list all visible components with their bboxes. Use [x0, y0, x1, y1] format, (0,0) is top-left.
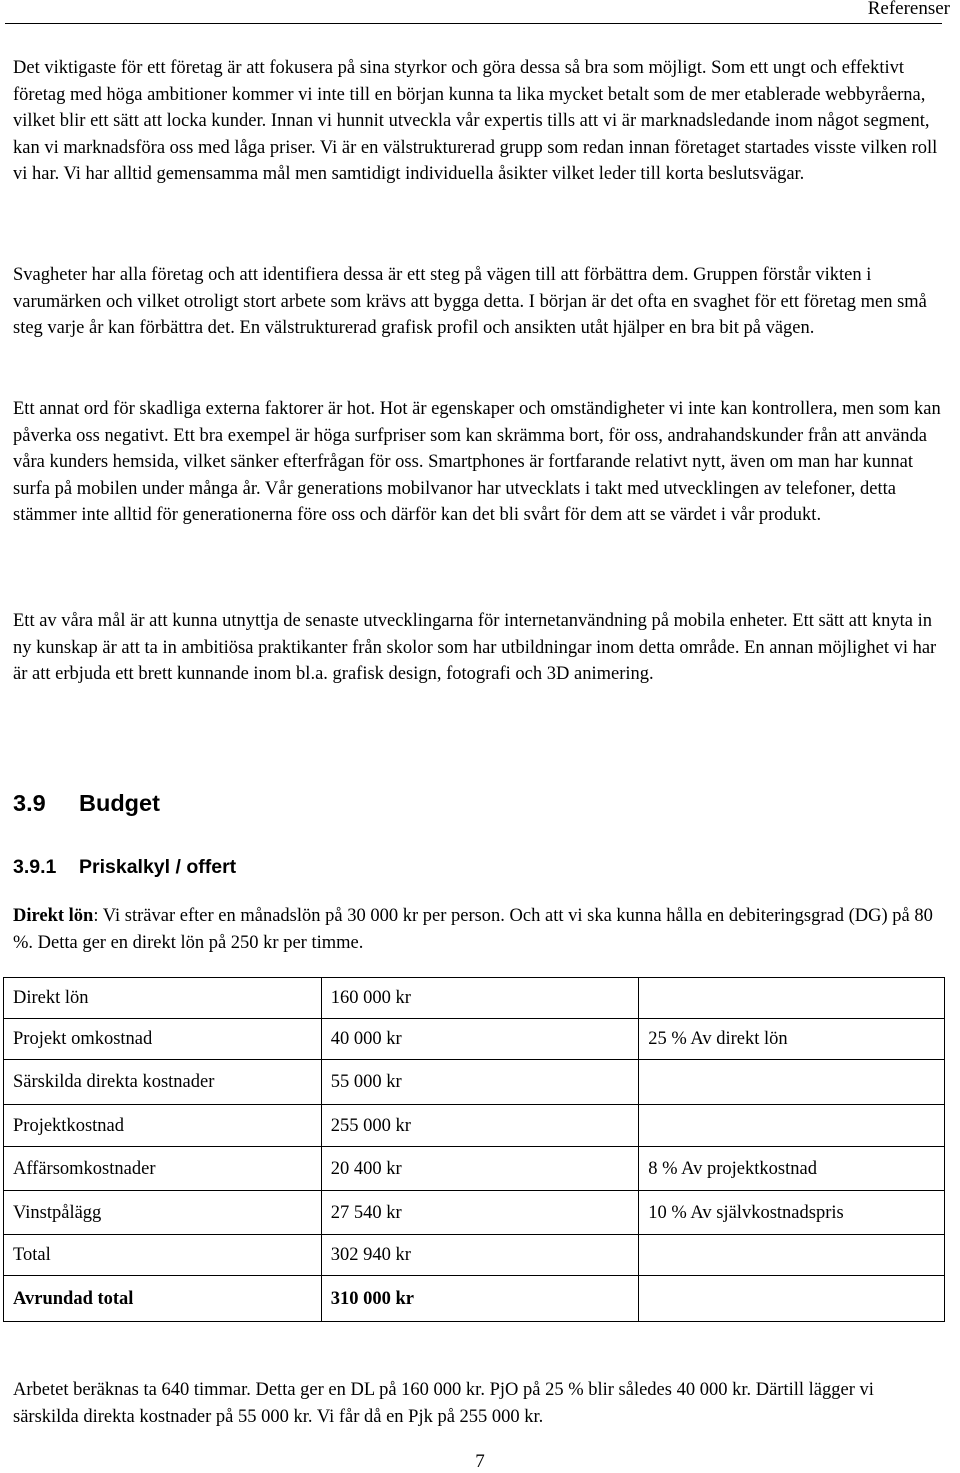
- row-amount: 160 000 kr: [321, 978, 639, 1019]
- table-row: [4, 1191, 945, 1235]
- table-row: [4, 1105, 945, 1147]
- salary-intro: [13, 903, 943, 956]
- row-note: 25 % Av direkt lön: [639, 1019, 945, 1060]
- row-note: [639, 978, 945, 1019]
- table-row-total: [4, 1276, 945, 1322]
- table-row: [4, 978, 945, 1019]
- subsection-title: Priskalkyl / offert: [79, 856, 237, 878]
- header-divider: [5, 23, 942, 24]
- row-label: Projektkostnad: [4, 1105, 322, 1147]
- row-amount: 40 000 kr: [321, 1019, 639, 1060]
- section-title: Budget: [79, 790, 160, 816]
- salary-intro-text: : Vi strävar efter en månadslön på 30 000 kr per person. Och att vi ska kunna hålla en debiteringsgrad (DG) på 80 %. Detta ger en direkt lön på 250 kr per timme.: [13, 906, 933, 953]
- row-note: [639, 1105, 945, 1147]
- running-header: Referenser: [867, 0, 950, 19]
- row-amount: 55 000 kr: [321, 1060, 639, 1105]
- paragraph-strengths: Det viktigaste för ett företag är att fokusera på sina styrkor och göra dessa så bra som möjligt. Som ett ungt och effektivt företag med höga ambitioner kommer vi inte till en början kunna ta lika mycket betalt som de mer etablerade webbyråerna, vilket blir ett sätt att locka kunder. Innan vi hunnit utveckla vår expertis tills att vi är marknadsledande inom något segment, kan vi marknadsföra oss med låga priser. Vi är en välstrukturerad grupp som redan innan företaget startades visste vilken roll vi har. Vi har alltid gemensamma mål men samtidigt individuella åsikter vilket leder till korta beslutsvägar.: [13, 58, 938, 185]
- row-label: Särskilda direkta kostnader: [4, 1060, 322, 1105]
- row-note: [639, 1235, 945, 1276]
- row-note: 10 % Av självkostnadspris: [639, 1191, 945, 1235]
- section-number: 3.9: [13, 790, 46, 816]
- row-note: 8 % Av projektkostnad: [639, 1147, 945, 1191]
- row-label: Avrundad total: [4, 1276, 322, 1322]
- paragraph-threats: Ett annat ord för skadliga externa faktorer är hot. Hot är egenskaper och omständigheter vi inte kan kontrollera, men som kan påverka oss negativt. Ett bra exempel är höga surfpriser som kan skrämma bort, för oss, andrahandskunder från att använda våra kunders hemsida, vilket sänker efterfrågan för oss. Smartphones är fortfarande relativt nytt, även om man har kunnat surfa på mobilen under många år. Vår generations mobilvanor har utvecklats i takt med utvecklingen av telefoner, detta stämmer inte alltid för generationerna före oss och därför kan det bli svårt för dem att se värdet i vår produkt.: [13, 399, 941, 526]
- subsection-heading: [13, 853, 236, 881]
- row-label: Direkt lön: [4, 978, 322, 1019]
- table-row: [4, 1235, 945, 1276]
- row-label: Vinstpålägg: [4, 1191, 322, 1235]
- row-note: [639, 1060, 945, 1105]
- row-note: [639, 1276, 945, 1322]
- row-amount: 255 000 kr: [321, 1105, 639, 1147]
- row-label: Affärsomkostnader: [4, 1147, 322, 1191]
- row-label: Total: [4, 1235, 322, 1276]
- salary-intro-lead: Direkt lön: [13, 906, 94, 926]
- subsection-number: 3.9.1: [13, 856, 57, 878]
- row-amount: 27 540 kr: [321, 1191, 639, 1235]
- budget-table: [3, 977, 945, 1322]
- section-heading: [13, 787, 160, 819]
- row-amount: 310 000 kr: [321, 1276, 639, 1322]
- paragraph-opportunities: Ett av våra mål är att kunna utnyttja de senaste utvecklingarna för internetanvändning på mobila enheter. Ett sätt att knyta in ny kunskap är att ta in ambitiösa praktikanter från skolor som har utbildningar inom detta område. En annan möjlighet vi har är att erbjuda ett brett kunnande inom bl.a. grafisk design, fotografi och 3D animering.: [13, 611, 937, 685]
- table-row: [4, 1019, 945, 1060]
- closing-paragraph: Arbetet beräknas ta 640 timmar. Detta ger en DL på 160 000 kr. PjO på 25 % blir således 40 000 kr. Därtill lägger vi särskilda direkta kostnader på 55 000 kr. Vi får då en Pjk på 255 000 kr.: [13, 1380, 874, 1427]
- row-amount: 20 400 kr: [321, 1147, 639, 1191]
- row-amount: 302 940 kr: [321, 1235, 639, 1276]
- paragraph-weaknesses: Svagheter har alla företag och att identifiera dessa är ett steg på vägen till att förbättra dem. Gruppen förstår vikten i varumärken och vilket otroligt stort arbete som krävs att bygga detta. I början är det ofta en svaghet för ett företag men små steg varje år kan förbättra det. En välstrukturerad grafisk profil och ansikten utåt hjälper en bra bit på vägen.: [13, 265, 927, 339]
- table-row: [4, 1147, 945, 1191]
- page-number: 7: [475, 1451, 485, 1472]
- table-row: [4, 1060, 945, 1105]
- row-label: Projekt omkostnad: [4, 1019, 322, 1060]
